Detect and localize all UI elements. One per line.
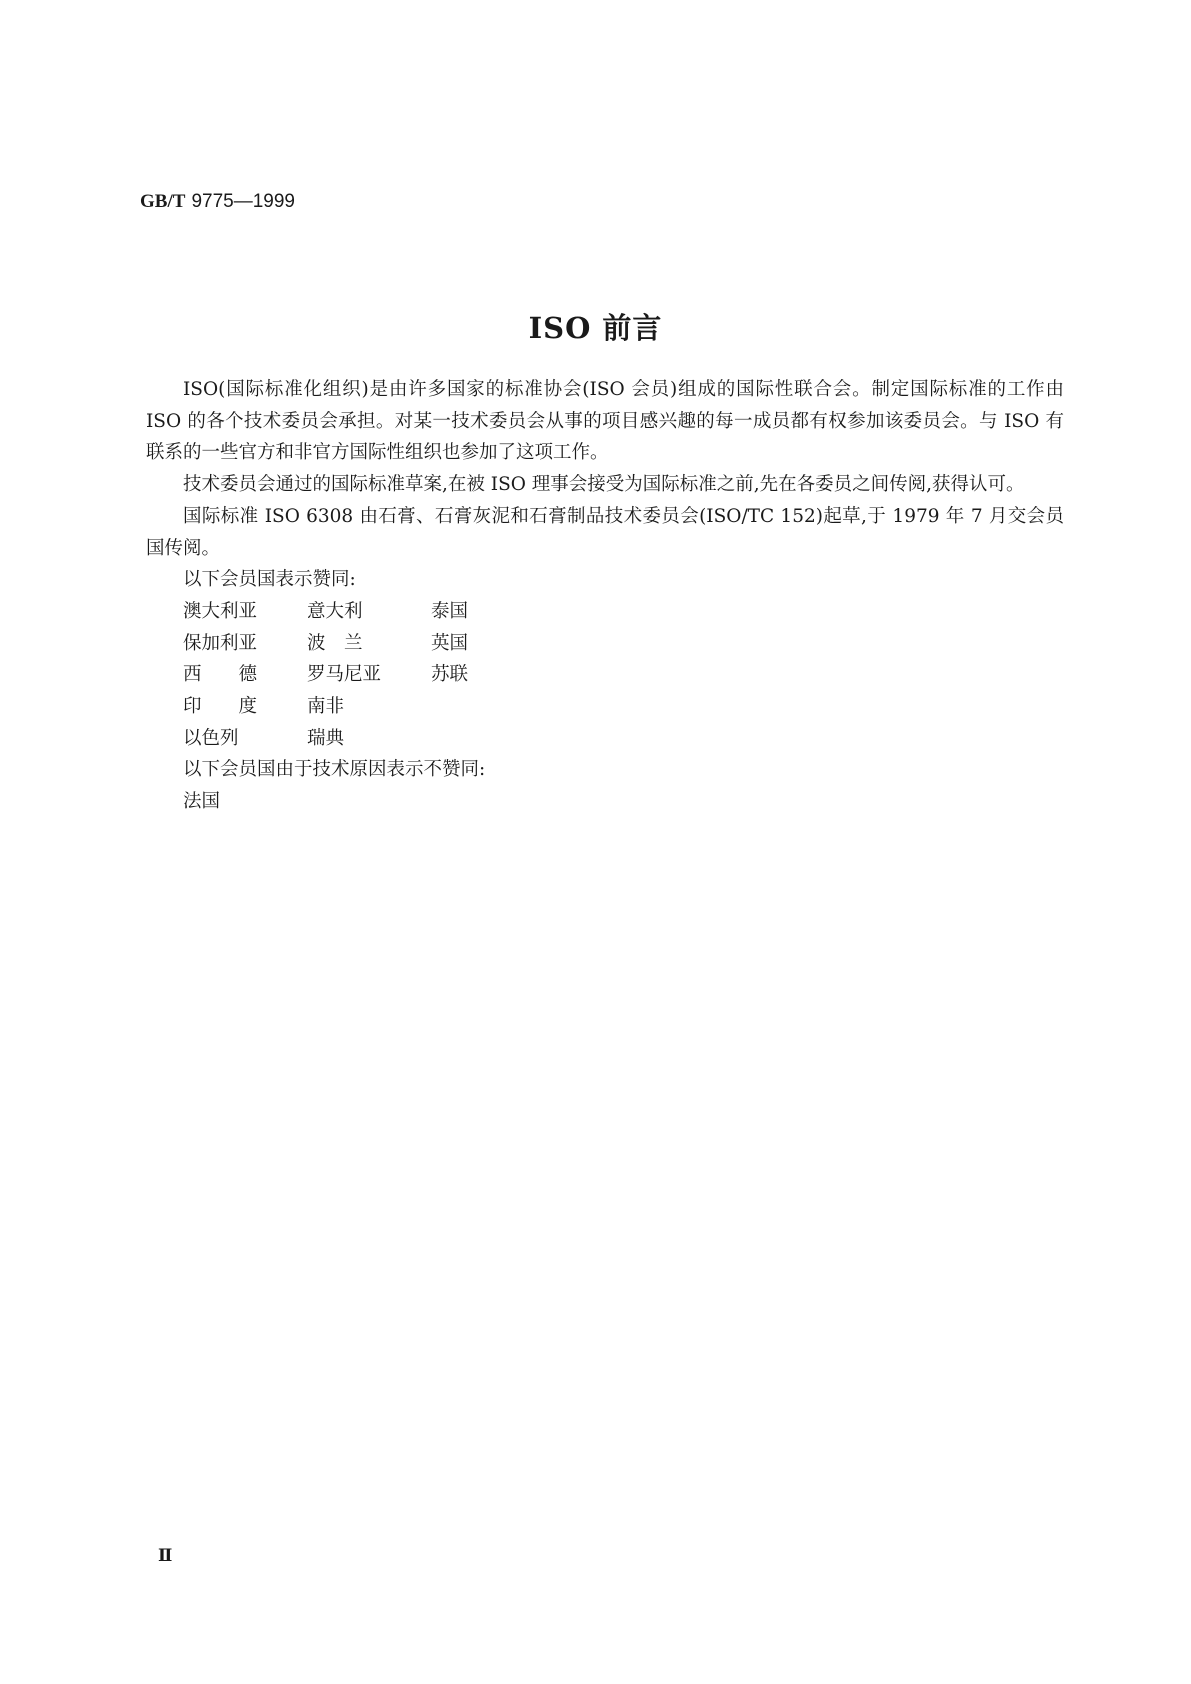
page-number: Ⅱ bbox=[158, 1546, 173, 1565]
country-name: 罗马尼亚 bbox=[307, 664, 382, 686]
standard-prefix: GB/T bbox=[140, 191, 186, 212]
paragraph-iso-intro: ISO(国际标准化组织)是由许多国家的标准协会(ISO 会员)组成的国际性联合会。制定国际标准的工作由 ISO 的各个技术委员会承担。对某一技术委员会从事的项目感兴趣的每一成员都有权参加该委员会。与 ISO 有联系的一些官方和非官方国际性组织也参加了这项工作。 bbox=[146, 379, 1064, 464]
standard-number: 9775—1999 bbox=[191, 191, 295, 212]
country-row bbox=[146, 691, 1064, 723]
page-title: ISO 前言 bbox=[528, 311, 663, 345]
country-name: 南非 bbox=[307, 696, 345, 718]
country-name: 意大利 bbox=[307, 600, 363, 622]
country-row bbox=[146, 596, 1064, 628]
approve-intro: 以下会员国表示赞同: bbox=[183, 569, 356, 591]
country-name: 以色列 bbox=[183, 727, 239, 749]
disapprove-country: 法国 bbox=[183, 791, 221, 813]
country-row bbox=[146, 628, 1064, 660]
disapprove-intro: 以下会员国由于技术原因表示不赞同: bbox=[183, 759, 486, 781]
standard-code bbox=[140, 188, 295, 215]
country-name: 泰国 bbox=[431, 600, 469, 622]
document-body bbox=[146, 374, 1064, 818]
country-name: 波 兰 bbox=[307, 632, 363, 654]
country-name: 保加利亚 bbox=[183, 632, 258, 654]
country-name: 印 度 bbox=[183, 696, 258, 718]
paragraph-iso-6308: 国际标准 ISO 6308 由石膏、石膏灰泥和石膏制品技术委员会(ISO/TC 152)起草,于 1979 年 7 月交会员国传阅。 bbox=[146, 505, 1064, 559]
paragraph-draft-approval: 技术委员会通过的国际标准草案,在被 ISO 理事会接受为国际标准之前,先在各委员之间传阅,获得认可。 bbox=[183, 474, 1025, 496]
country-name: 瑞典 bbox=[307, 727, 345, 749]
country-name: 英国 bbox=[431, 632, 469, 654]
country-name: 澳大利亚 bbox=[183, 600, 258, 622]
country-row bbox=[146, 659, 1064, 691]
country-name: 苏联 bbox=[431, 664, 469, 686]
country-name: 西 德 bbox=[183, 664, 258, 686]
country-row bbox=[146, 723, 1064, 755]
